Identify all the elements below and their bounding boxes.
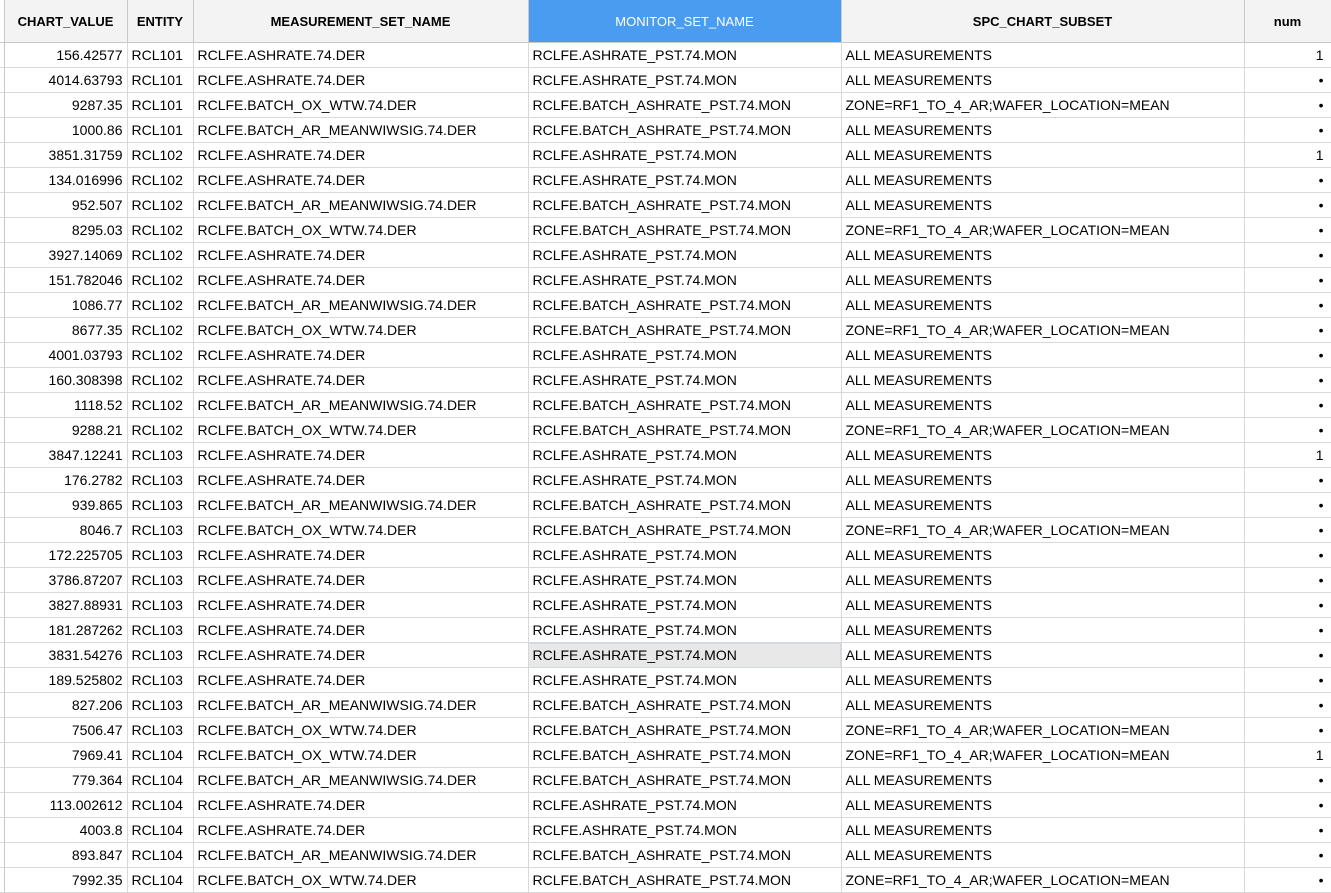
- cell-entity[interactable]: RCL101: [127, 118, 193, 143]
- cell-entity[interactable]: RCL101: [127, 43, 193, 68]
- cell-spc-chart-subset[interactable]: ALL MEASUREMENTS: [841, 293, 1244, 318]
- cell-num[interactable]: •: [1244, 843, 1331, 868]
- cell-entity[interactable]: RCL104: [127, 843, 193, 868]
- cell-chart-value[interactable]: 160.308398: [4, 368, 127, 393]
- cell-num[interactable]: •: [1244, 193, 1331, 218]
- cell-measurement-set-name[interactable]: RCLFE.ASHRATE.74.DER: [193, 468, 528, 493]
- cell-monitor-set-name[interactable]: RCLFE.BATCH_ASHRATE_PST.74.MON: [528, 718, 841, 743]
- table-row: [0, 93, 1331, 118]
- cell-spc-chart-subset[interactable]: ALL MEASUREMENTS: [841, 443, 1244, 468]
- cell-chart-value[interactable]: 3827.88931: [4, 593, 127, 618]
- cell-measurement-set-name[interactable]: RCLFE.ASHRATE.74.DER: [193, 618, 528, 643]
- cell-monitor-set-name[interactable]: RCLFE.ASHRATE_PST.74.MON: [528, 43, 841, 68]
- table-row: [0, 668, 1331, 693]
- table-row: [0, 818, 1331, 843]
- cell-chart-value[interactable]: 156.42577: [4, 43, 127, 68]
- cell-spc-chart-subset[interactable]: ALL MEASUREMENTS: [841, 768, 1244, 793]
- cell-spc-chart-subset[interactable]: ALL MEASUREMENTS: [841, 68, 1244, 93]
- cell-measurement-set-name[interactable]: RCLFE.BATCH_AR_MEANWIWSIG.74.DER: [193, 843, 528, 868]
- cell-chart-value[interactable]: 3831.54276: [4, 643, 127, 668]
- cell-monitor-set-name[interactable]: RCLFE.BATCH_ASHRATE_PST.74.MON: [528, 93, 841, 118]
- cell-spc-chart-subset[interactable]: ZONE=RF1_TO_4_AR;WAFER_LOCATION=MEAN: [841, 743, 1244, 768]
- cell-measurement-set-name[interactable]: RCLFE.BATCH_OX_WTW.74.DER: [193, 418, 528, 443]
- cell-chart-value[interactable]: 7969.41: [4, 743, 127, 768]
- cell-num[interactable]: •: [1244, 693, 1331, 718]
- cell-num[interactable]: •: [1244, 593, 1331, 618]
- cell-num[interactable]: 1: [1244, 43, 1331, 68]
- cell-monitor-set-name[interactable]: RCLFE.BATCH_ASHRATE_PST.74.MON: [528, 518, 841, 543]
- cell-chart-value[interactable]: 7506.47: [4, 718, 127, 743]
- cell-spc-chart-subset[interactable]: ZONE=RF1_TO_4_AR;WAFER_LOCATION=MEAN: [841, 518, 1244, 543]
- cell-spc-chart-subset[interactable]: ALL MEASUREMENTS: [841, 343, 1244, 368]
- cell-measurement-set-name[interactable]: RCLFE.BATCH_OX_WTW.74.DER: [193, 718, 528, 743]
- column-header-entity[interactable]: ENTITY: [127, 0, 193, 43]
- cell-monitor-set-name[interactable]: RCLFE.ASHRATE_PST.74.MON: [528, 643, 841, 668]
- column-header-monitor-set-name[interactable]: MONITOR_SET_NAME: [528, 0, 841, 43]
- cell-chart-value[interactable]: 827.206: [4, 693, 127, 718]
- cell-entity[interactable]: RCL102: [127, 293, 193, 318]
- cell-measurement-set-name[interactable]: RCLFE.ASHRATE.74.DER: [193, 143, 528, 168]
- cell-chart-value[interactable]: 1000.86: [4, 118, 127, 143]
- table-row: [0, 393, 1331, 418]
- cell-chart-value[interactable]: 189.525802: [4, 668, 127, 693]
- cell-measurement-set-name[interactable]: RCLFE.BATCH_OX_WTW.74.DER: [193, 318, 528, 343]
- cell-entity[interactable]: RCL103: [127, 568, 193, 593]
- cell-monitor-set-name[interactable]: RCLFE.ASHRATE_PST.74.MON: [528, 543, 841, 568]
- cell-spc-chart-subset[interactable]: ALL MEASUREMENTS: [841, 593, 1244, 618]
- cell-entity[interactable]: RCL104: [127, 768, 193, 793]
- cell-monitor-set-name[interactable]: RCLFE.ASHRATE_PST.74.MON: [528, 443, 841, 468]
- cell-chart-value[interactable]: 1118.52: [4, 393, 127, 418]
- cell-num[interactable]: •: [1244, 343, 1331, 368]
- table-row: [0, 518, 1331, 543]
- cell-num[interactable]: •: [1244, 218, 1331, 243]
- table-row: [0, 418, 1331, 443]
- cell-chart-value[interactable]: 134.016996: [4, 168, 127, 193]
- cell-entity[interactable]: RCL103: [127, 493, 193, 518]
- cell-entity[interactable]: RCL101: [127, 93, 193, 118]
- cell-spc-chart-subset[interactable]: ZONE=RF1_TO_4_AR;WAFER_LOCATION=MEAN: [841, 418, 1244, 443]
- cell-monitor-set-name[interactable]: RCLFE.BATCH_ASHRATE_PST.74.MON: [528, 768, 841, 793]
- cell-num[interactable]: 1: [1244, 143, 1331, 168]
- cell-monitor-set-name[interactable]: RCLFE.BATCH_ASHRATE_PST.74.MON: [528, 743, 841, 768]
- cell-chart-value[interactable]: 8046.7: [4, 518, 127, 543]
- cell-measurement-set-name[interactable]: RCLFE.ASHRATE.74.DER: [193, 368, 528, 393]
- cell-num[interactable]: 1: [1244, 443, 1331, 468]
- cell-spc-chart-subset[interactable]: ZONE=RF1_TO_4_AR;WAFER_LOCATION=MEAN: [841, 93, 1244, 118]
- cell-entity[interactable]: RCL103: [127, 618, 193, 643]
- table-row: [0, 443, 1331, 468]
- cell-measurement-set-name[interactable]: RCLFE.ASHRATE.74.DER: [193, 168, 528, 193]
- cell-measurement-set-name[interactable]: RCLFE.BATCH_OX_WTW.74.DER: [193, 868, 528, 893]
- cell-chart-value[interactable]: 176.2782: [4, 468, 127, 493]
- cell-spc-chart-subset[interactable]: ALL MEASUREMENTS: [841, 493, 1244, 518]
- cell-entity[interactable]: RCL104: [127, 743, 193, 768]
- cell-entity[interactable]: RCL103: [127, 643, 193, 668]
- cell-num[interactable]: •: [1244, 93, 1331, 118]
- cell-num[interactable]: •: [1244, 793, 1331, 818]
- cell-monitor-set-name[interactable]: RCLFE.BATCH_ASHRATE_PST.74.MON: [528, 293, 841, 318]
- table-row: [0, 843, 1331, 868]
- cell-num[interactable]: •: [1244, 68, 1331, 93]
- cell-entity[interactable]: RCL103: [127, 718, 193, 743]
- cell-measurement-set-name[interactable]: RCLFE.BATCH_AR_MEANWIWSIG.74.DER: [193, 393, 528, 418]
- cell-chart-value[interactable]: 8295.03: [4, 218, 127, 243]
- cell-measurement-set-name[interactable]: RCLFE.BATCH_AR_MEANWIWSIG.74.DER: [193, 493, 528, 518]
- cell-measurement-set-name[interactable]: RCLFE.ASHRATE.74.DER: [193, 343, 528, 368]
- table-row: [0, 43, 1331, 68]
- cell-chart-value[interactable]: 172.225705: [4, 543, 127, 568]
- cell-spc-chart-subset[interactable]: ALL MEASUREMENTS: [841, 568, 1244, 593]
- cell-entity[interactable]: RCL104: [127, 818, 193, 843]
- cell-chart-value[interactable]: 3851.31759: [4, 143, 127, 168]
- table-row: [0, 468, 1331, 493]
- cell-chart-value[interactable]: 939.865: [4, 493, 127, 518]
- table-row: [0, 718, 1331, 743]
- cell-spc-chart-subset[interactable]: ZONE=RF1_TO_4_AR;WAFER_LOCATION=MEAN: [841, 868, 1244, 893]
- cell-measurement-set-name[interactable]: RCLFE.ASHRATE.74.DER: [193, 793, 528, 818]
- cell-monitor-set-name[interactable]: RCLFE.ASHRATE_PST.74.MON: [528, 68, 841, 93]
- table-row: [0, 118, 1331, 143]
- cell-entity[interactable]: RCL103: [127, 518, 193, 543]
- cell-spc-chart-subset[interactable]: ALL MEASUREMENTS: [841, 618, 1244, 643]
- cell-spc-chart-subset[interactable]: ALL MEASUREMENTS: [841, 268, 1244, 293]
- cell-num[interactable]: •: [1244, 868, 1331, 893]
- cell-monitor-set-name[interactable]: RCLFE.ASHRATE_PST.74.MON: [528, 818, 841, 843]
- cell-spc-chart-subset[interactable]: ALL MEASUREMENTS: [841, 143, 1244, 168]
- cell-chart-value[interactable]: 7992.35: [4, 868, 127, 893]
- table-row: [0, 543, 1331, 568]
- cell-monitor-set-name[interactable]: RCLFE.ASHRATE_PST.74.MON: [528, 143, 841, 168]
- cell-measurement-set-name[interactable]: RCLFE.BATCH_AR_MEANWIWSIG.74.DER: [193, 293, 528, 318]
- cell-entity[interactable]: RCL103: [127, 543, 193, 568]
- cell-monitor-set-name[interactable]: RCLFE.BATCH_ASHRATE_PST.74.MON: [528, 493, 841, 518]
- column-header-spc-chart-subset[interactable]: SPC_CHART_SUBSET: [841, 0, 1244, 43]
- table-row: [0, 293, 1331, 318]
- cell-entity[interactable]: RCL102: [127, 218, 193, 243]
- cell-measurement-set-name[interactable]: RCLFE.ASHRATE.74.DER: [193, 643, 528, 668]
- cell-entity[interactable]: RCL104: [127, 868, 193, 893]
- table-row: [0, 143, 1331, 168]
- cell-spc-chart-subset[interactable]: ALL MEASUREMENTS: [841, 843, 1244, 868]
- cell-num[interactable]: •: [1244, 293, 1331, 318]
- cell-spc-chart-subset[interactable]: ALL MEASUREMENTS: [841, 43, 1244, 68]
- cell-spc-chart-subset[interactable]: ALL MEASUREMENTS: [841, 793, 1244, 818]
- table-row: [0, 168, 1331, 193]
- cell-spc-chart-subset[interactable]: ALL MEASUREMENTS: [841, 543, 1244, 568]
- table-row: [0, 618, 1331, 643]
- cell-num[interactable]: •: [1244, 393, 1331, 418]
- cell-entity[interactable]: RCL103: [127, 443, 193, 468]
- cell-num[interactable]: •: [1244, 243, 1331, 268]
- column-header-num[interactable]: num: [1244, 0, 1331, 43]
- cell-monitor-set-name[interactable]: RCLFE.BATCH_ASHRATE_PST.74.MON: [528, 393, 841, 418]
- cell-entity[interactable]: RCL102: [127, 268, 193, 293]
- cell-monitor-set-name[interactable]: RCLFE.BATCH_ASHRATE_PST.74.MON: [528, 218, 841, 243]
- table-row: [0, 343, 1331, 368]
- cell-measurement-set-name[interactable]: RCLFE.ASHRATE.74.DER: [193, 268, 528, 293]
- cell-chart-value[interactable]: 9288.21: [4, 418, 127, 443]
- cell-chart-value[interactable]: 4014.63793: [4, 68, 127, 93]
- cell-monitor-set-name[interactable]: RCLFE.BATCH_ASHRATE_PST.74.MON: [528, 868, 841, 893]
- cell-num[interactable]: •: [1244, 768, 1331, 793]
- cell-chart-value[interactable]: 8677.35: [4, 318, 127, 343]
- cell-measurement-set-name[interactable]: RCLFE.ASHRATE.74.DER: [193, 543, 528, 568]
- table-body: [0, 43, 1331, 893]
- table-row: [0, 243, 1331, 268]
- cell-monitor-set-name[interactable]: RCLFE.BATCH_ASHRATE_PST.74.MON: [528, 418, 841, 443]
- cell-spc-chart-subset[interactable]: ALL MEASUREMENTS: [841, 393, 1244, 418]
- cell-measurement-set-name[interactable]: RCLFE.ASHRATE.74.DER: [193, 243, 528, 268]
- cell-chart-value[interactable]: 893.847: [4, 843, 127, 868]
- cell-monitor-set-name[interactable]: RCLFE.ASHRATE_PST.74.MON: [528, 468, 841, 493]
- cell-monitor-set-name[interactable]: RCLFE.BATCH_ASHRATE_PST.74.MON: [528, 193, 841, 218]
- cell-chart-value[interactable]: 4001.03793: [4, 343, 127, 368]
- cell-measurement-set-name[interactable]: RCLFE.ASHRATE.74.DER: [193, 68, 528, 93]
- cell-monitor-set-name[interactable]: RCLFE.ASHRATE_PST.74.MON: [528, 618, 841, 643]
- cell-measurement-set-name[interactable]: RCLFE.BATCH_OX_WTW.74.DER: [193, 518, 528, 543]
- cell-entity[interactable]: RCL103: [127, 593, 193, 618]
- cell-chart-value[interactable]: 113.002612: [4, 793, 127, 818]
- table-row: [0, 793, 1331, 818]
- cell-monitor-set-name[interactable]: RCLFE.ASHRATE_PST.74.MON: [528, 793, 841, 818]
- cell-num[interactable]: •: [1244, 268, 1331, 293]
- cell-entity[interactable]: RCL102: [127, 243, 193, 268]
- cell-spc-chart-subset[interactable]: ALL MEASUREMENTS: [841, 668, 1244, 693]
- cell-entity[interactable]: RCL102: [127, 343, 193, 368]
- cell-num[interactable]: •: [1244, 718, 1331, 743]
- cell-monitor-set-name[interactable]: RCLFE.BATCH_ASHRATE_PST.74.MON: [528, 118, 841, 143]
- table-row: [0, 868, 1331, 893]
- header-row: [0, 0, 1331, 43]
- cell-entity[interactable]: RCL102: [127, 418, 193, 443]
- cell-spc-chart-subset[interactable]: ALL MEASUREMENTS: [841, 643, 1244, 668]
- cell-monitor-set-name[interactable]: RCLFE.BATCH_ASHRATE_PST.74.MON: [528, 693, 841, 718]
- cell-spc-chart-subset[interactable]: ALL MEASUREMENTS: [841, 243, 1244, 268]
- cell-monitor-set-name[interactable]: RCLFE.BATCH_ASHRATE_PST.74.MON: [528, 318, 841, 343]
- cell-entity[interactable]: RCL103: [127, 668, 193, 693]
- table-row: [0, 743, 1331, 768]
- cell-entity[interactable]: RCL103: [127, 468, 193, 493]
- cell-measurement-set-name[interactable]: RCLFE.BATCH_AR_MEANWIWSIG.74.DER: [193, 118, 528, 143]
- table-row: [0, 218, 1331, 243]
- cell-entity[interactable]: RCL102: [127, 318, 193, 343]
- cell-monitor-set-name[interactable]: RCLFE.ASHRATE_PST.74.MON: [528, 593, 841, 618]
- cell-measurement-set-name[interactable]: RCLFE.ASHRATE.74.DER: [193, 443, 528, 468]
- table-row: [0, 193, 1331, 218]
- cell-num[interactable]: •: [1244, 318, 1331, 343]
- cell-num[interactable]: •: [1244, 518, 1331, 543]
- cell-chart-value[interactable]: 181.287262: [4, 618, 127, 643]
- cell-measurement-set-name[interactable]: RCLFE.ASHRATE.74.DER: [193, 668, 528, 693]
- cell-chart-value[interactable]: 779.364: [4, 768, 127, 793]
- table-row: [0, 643, 1331, 668]
- cell-spc-chart-subset[interactable]: ALL MEASUREMENTS: [841, 468, 1244, 493]
- cell-chart-value[interactable]: 151.782046: [4, 268, 127, 293]
- cell-entity[interactable]: RCL102: [127, 193, 193, 218]
- column-header-chart-value[interactable]: CHART_VALUE: [4, 0, 127, 43]
- cell-num[interactable]: •: [1244, 568, 1331, 593]
- cell-num[interactable]: •: [1244, 618, 1331, 643]
- cell-entity[interactable]: RCL104: [127, 793, 193, 818]
- table-row: [0, 493, 1331, 518]
- cell-measurement-set-name[interactable]: RCLFE.ASHRATE.74.DER: [193, 43, 528, 68]
- cell-measurement-set-name[interactable]: RCLFE.ASHRATE.74.DER: [193, 818, 528, 843]
- cell-monitor-set-name[interactable]: RCLFE.ASHRATE_PST.74.MON: [528, 568, 841, 593]
- cell-num[interactable]: •: [1244, 543, 1331, 568]
- cell-spc-chart-subset[interactable]: ALL MEASUREMENTS: [841, 368, 1244, 393]
- cell-entity[interactable]: RCL102: [127, 143, 193, 168]
- table-row: [0, 318, 1331, 343]
- cell-monitor-set-name[interactable]: RCLFE.ASHRATE_PST.74.MON: [528, 368, 841, 393]
- cell-num[interactable]: •: [1244, 668, 1331, 693]
- cell-entity[interactable]: RCL103: [127, 693, 193, 718]
- cell-measurement-set-name[interactable]: RCLFE.BATCH_AR_MEANWIWSIG.74.DER: [193, 193, 528, 218]
- table-row: [0, 368, 1331, 393]
- table-row: [0, 693, 1331, 718]
- cell-spc-chart-subset[interactable]: ALL MEASUREMENTS: [841, 818, 1244, 843]
- cell-monitor-set-name[interactable]: RCLFE.ASHRATE_PST.74.MON: [528, 343, 841, 368]
- cell-chart-value[interactable]: 1086.77: [4, 293, 127, 318]
- cell-measurement-set-name[interactable]: RCLFE.BATCH_OX_WTW.74.DER: [193, 93, 528, 118]
- cell-monitor-set-name[interactable]: RCLFE.ASHRATE_PST.74.MON: [528, 268, 841, 293]
- cell-entity[interactable]: RCL102: [127, 168, 193, 193]
- cell-monitor-set-name[interactable]: RCLFE.ASHRATE_PST.74.MON: [528, 168, 841, 193]
- cell-measurement-set-name[interactable]: RCLFE.ASHRATE.74.DER: [193, 593, 528, 618]
- cell-chart-value[interactable]: 3847.12241: [4, 443, 127, 468]
- cell-measurement-set-name[interactable]: RCLFE.ASHRATE.74.DER: [193, 568, 528, 593]
- cell-spc-chart-subset[interactable]: ZONE=RF1_TO_4_AR;WAFER_LOCATION=MEAN: [841, 218, 1244, 243]
- table-row: [0, 593, 1331, 618]
- table-row: [0, 768, 1331, 793]
- cell-measurement-set-name[interactable]: RCLFE.BATCH_AR_MEANWIWSIG.74.DER: [193, 693, 528, 718]
- cell-num[interactable]: •: [1244, 168, 1331, 193]
- cell-spc-chart-subset[interactable]: ALL MEASUREMENTS: [841, 193, 1244, 218]
- cell-spc-chart-subset[interactable]: ALL MEASUREMENTS: [841, 168, 1244, 193]
- cell-spc-chart-subset[interactable]: ZONE=RF1_TO_4_AR;WAFER_LOCATION=MEAN: [841, 718, 1244, 743]
- cell-measurement-set-name[interactable]: RCLFE.BATCH_OX_WTW.74.DER: [193, 743, 528, 768]
- table-row: [0, 568, 1331, 593]
- cell-num[interactable]: •: [1244, 368, 1331, 393]
- cell-monitor-set-name[interactable]: RCLFE.ASHRATE_PST.74.MON: [528, 243, 841, 268]
- cell-spc-chart-subset[interactable]: ZONE=RF1_TO_4_AR;WAFER_LOCATION=MEAN: [841, 318, 1244, 343]
- column-header-measurement-set-name[interactable]: MEASUREMENT_SET_NAME: [193, 0, 528, 43]
- cell-measurement-set-name[interactable]: RCLFE.BATCH_OX_WTW.74.DER: [193, 218, 528, 243]
- cell-num[interactable]: •: [1244, 118, 1331, 143]
- cell-monitor-set-name[interactable]: RCLFE.BATCH_ASHRATE_PST.74.MON: [528, 843, 841, 868]
- cell-chart-value[interactable]: 9287.35: [4, 93, 127, 118]
- cell-spc-chart-subset[interactable]: ALL MEASUREMENTS: [841, 693, 1244, 718]
- cell-chart-value[interactable]: 952.507: [4, 193, 127, 218]
- table-row: [0, 68, 1331, 93]
- table-row: [0, 268, 1331, 293]
- cell-num[interactable]: •: [1244, 418, 1331, 443]
- cell-num[interactable]: •: [1244, 468, 1331, 493]
- cell-chart-value[interactable]: 4003.8: [4, 818, 127, 843]
- cell-entity[interactable]: RCL102: [127, 368, 193, 393]
- cell-num[interactable]: 1: [1244, 743, 1331, 768]
- cell-entity[interactable]: RCL102: [127, 393, 193, 418]
- cell-num[interactable]: •: [1244, 643, 1331, 668]
- cell-chart-value[interactable]: 3927.14069: [4, 243, 127, 268]
- cell-chart-value[interactable]: 3786.87207: [4, 568, 127, 593]
- cell-num[interactable]: •: [1244, 493, 1331, 518]
- cell-num[interactable]: •: [1244, 818, 1331, 843]
- cell-monitor-set-name[interactable]: RCLFE.ASHRATE_PST.74.MON: [528, 668, 841, 693]
- cell-measurement-set-name[interactable]: RCLFE.BATCH_AR_MEANWIWSIG.74.DER: [193, 768, 528, 793]
- cell-spc-chart-subset[interactable]: ALL MEASUREMENTS: [841, 118, 1244, 143]
- cell-entity[interactable]: RCL101: [127, 68, 193, 93]
